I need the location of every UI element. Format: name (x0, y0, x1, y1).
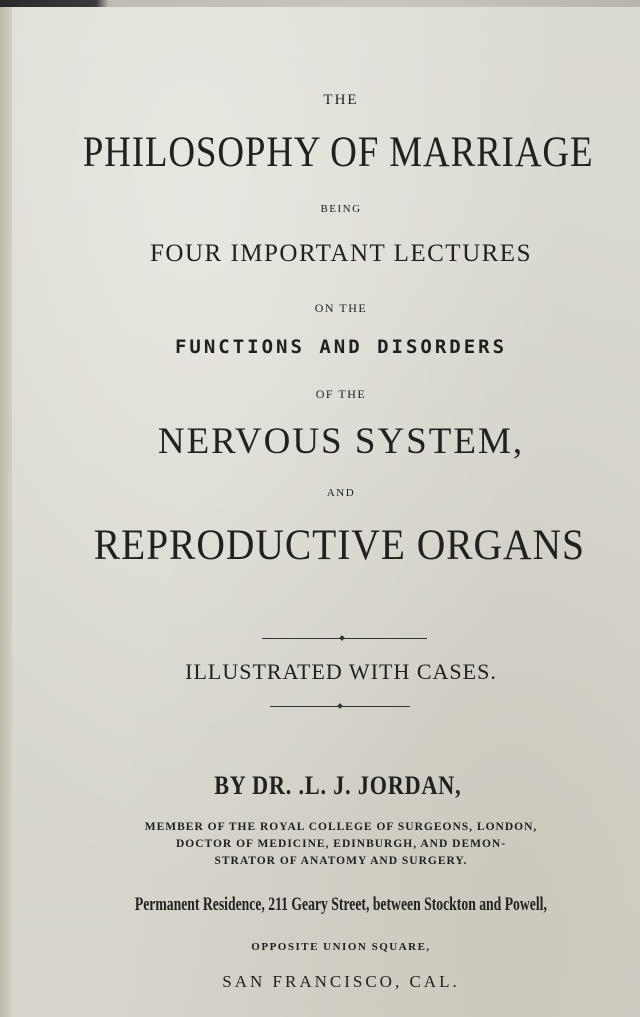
illustrated-line: ILLUSTRATED WITH CASES. (185, 659, 497, 684)
credentials-line-2: DOCTOR OF MEDICINE, EDINBURGH, AND DEMON- (175, 838, 507, 850)
ornamental-rule-2 (270, 706, 410, 707)
and-label: AND (326, 487, 356, 499)
city-line: SAN FRANCISCO, CAL. (222, 972, 460, 991)
credentials-line-3: STRATOR OF ANATOMY AND SURGERY. (214, 855, 468, 867)
main-title: PHILOSOPHY OF MARRIAGE (82, 129, 594, 176)
on-the-label: ON THE (314, 301, 368, 315)
functions-line: FUNCTIONS AND DISORDERS (174, 336, 508, 358)
opposite-line: OPPOSITE UNION SQUARE, (251, 941, 431, 953)
credentials-line-1: MEMBER OF THE ROYAL COLLEGE OF SURGEONS, LONDON, (144, 821, 538, 833)
nervous-system-line: NERVOUS SYSTEM, (157, 421, 525, 462)
reproductive-organs-line: REPRODUCTIVE ORGANS (93, 522, 585, 569)
being-label: BEING (320, 203, 362, 215)
page-top-edge (0, 0, 640, 7)
of-the-label: OF THE (315, 387, 367, 401)
title-the: THE (323, 92, 359, 108)
ornamental-rule-1 (262, 638, 427, 639)
lectures-line: FOUR IMPORTANT LECTURES (150, 240, 532, 267)
residence-line: Permanent Residence, 211 Geary Street, between Stockton and Powell, (134, 894, 547, 915)
author-line: BY DR. .L. J. JORDAN, (214, 771, 462, 800)
